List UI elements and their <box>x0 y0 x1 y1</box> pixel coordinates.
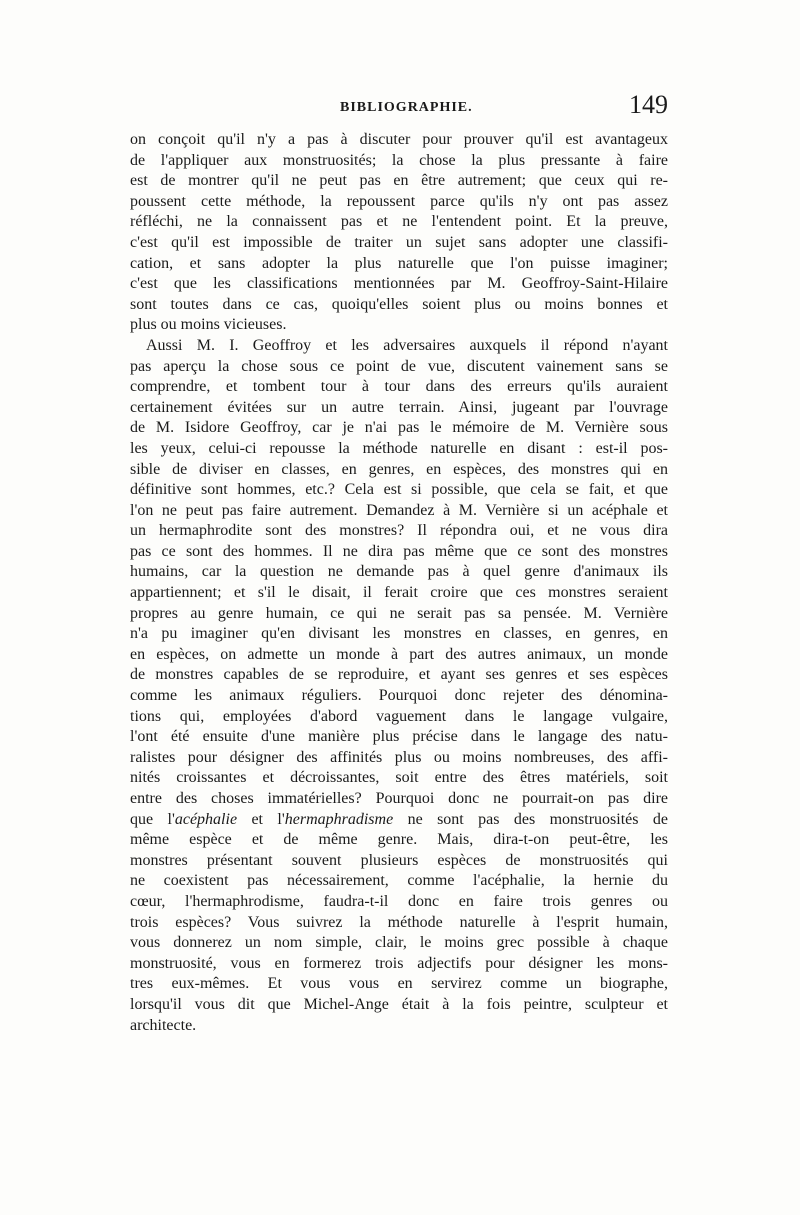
text-line: en espèces, on admette un monde à part des autres animaux, un monde <box>130 645 668 663</box>
text-line: lorsqu'il vous dit que Michel-Ange était à la fois peintre, sculpteur et <box>130 995 668 1013</box>
body-text <box>130 130 668 1036</box>
text-line: de monstres capables de se reproduire, et ayant ses genres et ses espèces <box>130 666 668 684</box>
text-line: comprendre, et tombent tour à tour dans des erreurs qu'ils auraient <box>130 378 668 396</box>
text-line: n'a pu imaginer qu'en divisant les monstres en classes, en genres, en <box>130 625 668 643</box>
text-line: tions qui, employées d'abord vaguement dans le langage vulgaire, <box>130 707 668 725</box>
italic-term-hermaphradisme: hermaphradisme <box>284 810 394 828</box>
italic-term-acephalie: acéphalie <box>174 810 238 828</box>
text-line: vous donnerez un nom simple, clair, le moins grec possible à chaque <box>130 934 668 952</box>
text-line: cation, et sans adopter la plus naturelle que l'on puisse imaginer; <box>130 254 668 272</box>
text-line: un hermaphrodite sont des monstres? Il répondra oui, et ne vous dira <box>130 522 668 540</box>
text-line: ne coexistent pas nécessairement, comme l'acéphalie, la hernie du <box>130 872 668 890</box>
text-line: de l'appliquer aux monstruosités; la chose la plus pressante à faire <box>130 151 668 169</box>
text-line: ralistes pour désigner des affinités plus ou moins nombreuses, des affi- <box>130 748 668 766</box>
text-line: pas ce sont des hommes. Il ne dira pas même que ce sont des monstres <box>130 542 668 560</box>
text-line: comme les animaux réguliers. Pourquoi donc rejeter des dénomina- <box>130 687 668 705</box>
text-line: nités croissantes et décroissantes, soit entre des êtres matériels, soit <box>130 769 668 787</box>
text-line: tres eux-mêmes. Et vous vous en servirez comme un biographe, <box>130 975 668 993</box>
text-line: cœur, l'hermaphrodisme, faudra-t-il donc en faire trois genres ou <box>130 892 668 910</box>
text-line: c'est qu'il est impossible de traiter un sujet sans adopter une classifi- <box>130 233 668 251</box>
text-line: entre des choses immatérielles? Pourquoi donc ne pourrait-on pas dire <box>130 790 668 807</box>
text-line: monstruosité, vous en formerez trois adjectifs pour désigner les mons- <box>130 954 668 972</box>
text-line: réfléchi, ne la connaissent pas et ne l'entendent point. Et la preuve, <box>130 213 668 231</box>
text-line: poussent cette méthode, la repoussent parce qu'ils n'y ont pas assez <box>130 192 668 210</box>
text-line: appartiennent; et s'il le disait, il ferait croire que ces monstres seraient <box>130 584 668 602</box>
text-line: Aussi M. I. Geoffroy et les adversaires auxquels il répond n'ayant <box>146 336 668 354</box>
text-line-with-italics <box>130 810 668 831</box>
text-line: architecte. <box>130 1016 197 1034</box>
text-line: monstres présentant souvent plusieurs espèces de monstruosités qui <box>130 851 668 869</box>
paragraph-1 <box>130 130 668 336</box>
text-line: définitive sont hommes, etc.? Cela est si possible, que cela se fait, et que <box>130 481 668 499</box>
text-line: de M. Isidore Geoffroy, car je n'ai pas le mémoire de M. Vernière sous <box>130 419 668 437</box>
text-line: humains, car la question ne demande pas à quel genre d'animaux ils <box>130 563 668 581</box>
text-line: les yeux, celui-ci repousse la méthode naturelle en disant : est-il pos- <box>130 439 668 457</box>
paragraph-2 <box>130 336 668 1036</box>
text-line: propres au genre humain, ce qui ne serait pas sa pensée. M. Vernière <box>130 604 668 622</box>
text-line: même espèce et de même genre. Mais, dira-t-on peut-être, les <box>130 831 668 849</box>
running-title: BIBLIOGRAPHIE. <box>340 100 473 115</box>
running-head <box>130 92 668 124</box>
text-line: on conçoit qu'il n'y a pas à discuter pour prouver qu'il est avantageux <box>130 131 668 148</box>
text-line: l'ont été ensuite d'une manière plus précise dans le langage des natu- <box>130 728 668 746</box>
text-line: sible de diviser en classes, en genres, en espèces, des monstres qui en <box>130 460 668 478</box>
text-line: sont toutes dans ce cas, quoiqu'elles soient plus ou moins bonnes et <box>130 295 668 313</box>
text-line: est de montrer qu'il ne peut pas en être autrement; que ceux qui re- <box>130 172 668 190</box>
text-line: plus ou moins vicieuses. <box>130 316 287 334</box>
text-line: pas aperçu la chose sous ce point de vue, discutent vainement sans se <box>130 357 668 375</box>
text-line: l'on ne peut pas faire autrement. Demandez à M. Vernière si un acéphale et <box>130 501 668 519</box>
text-run: que l' <box>130 810 175 828</box>
text-line: certainement évitées sur un autre terrain. Ainsi, jugeant par l'ouvrage <box>130 398 668 416</box>
text-run: ne sont pas des monstruosités de <box>393 810 668 828</box>
text-line: trois espèces? Vous suivrez la méthode naturelle à l'esprit humain, <box>130 913 668 931</box>
text-line: c'est que les classifications mentionnées par M. Geoffroy-Saint-Hilaire <box>130 275 668 293</box>
text-run: et l' <box>237 810 285 828</box>
page-number: 149 <box>629 90 668 119</box>
